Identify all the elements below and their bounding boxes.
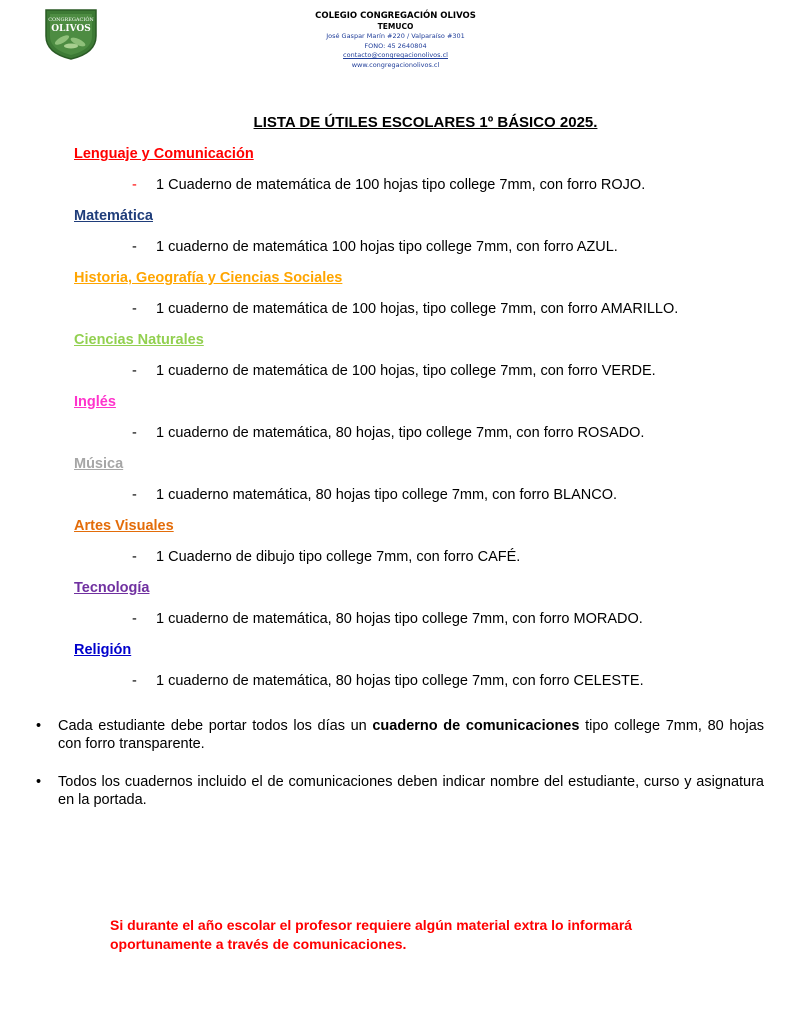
supply-item-text: 1 cuaderno de matemática, 80 hojas tipo college 7mm, con forro CELESTE.: [156, 673, 644, 689]
dash-marker: -: [132, 487, 137, 503]
subject-heading: Ciencias Naturales: [74, 332, 204, 348]
school-city: TEMUCO: [377, 22, 414, 31]
subject-heading: Lenguaje y Comunicación: [74, 146, 254, 162]
school-website: www.congregacionolivos.cl: [351, 60, 440, 69]
bullet-item: • Todos los cuadernos incluido el de comunicaciones deben indicar nombre del estudiante, curso y asignatura en la portada.: [36, 774, 764, 808]
dash-marker: -: [132, 673, 137, 689]
bullet-item: • Cada estudiante debe portar todos los días un cuaderno de comunicaciones tipo college 7mm, 80 hojas con forro transparente.: [36, 718, 765, 752]
supply-item-text: 1 cuaderno de matemática de 100 hojas, tipo college 7mm, con forro AMARILLO.: [156, 301, 679, 317]
dash-marker: -: [132, 363, 137, 379]
dash-marker: -: [132, 611, 137, 627]
page-title: LISTA DE ÚTILES ESCOLARES 1º BÁSICO 2025.: [253, 114, 598, 131]
subject-heading: Música: [74, 456, 124, 472]
subject-heading: Matemática: [74, 208, 153, 224]
subject-heading: Tecnología: [74, 580, 150, 596]
supply-item: [132, 549, 520, 565]
dash-marker: -: [132, 425, 137, 441]
logo-text-main: OLIVOS: [51, 24, 91, 34]
supply-item: [132, 673, 644, 689]
email-link[interactable]: contacto@congregacionolivos.cl: [343, 51, 448, 59]
subject-heading: Inglés: [74, 394, 116, 410]
supply-item: [132, 301, 678, 317]
bullet-icon: •: [36, 774, 42, 790]
bold-phrase: cuaderno de comunicaciones: [372, 718, 580, 734]
letterhead: [0, 11, 791, 70]
supply-item: [132, 425, 644, 441]
supply-item-text: 1 cuaderno de matemática de 100 hojas, tipo college 7mm, con forro VERDE.: [156, 363, 656, 379]
supply-item-text: 1 Cuaderno de dibujo tipo college 7mm, con forro CAFÉ.: [156, 549, 521, 565]
subject-heading: Artes Visuales: [74, 518, 174, 534]
supply-item: [132, 611, 643, 627]
subject-heading: Historia, Geografía y Ciencias Sociales: [74, 270, 343, 286]
school-address: José Gaspar Marín #220 / Valparaíso #301: [326, 32, 465, 40]
supply-item: [132, 239, 618, 255]
dash-marker: -: [132, 549, 137, 565]
school-name: COLEGIO CONGREGACIÓN OLIVOS: [315, 11, 476, 21]
school-phone: FONO: 45 2640804: [364, 41, 427, 50]
closing-note: Si durante el año escolar el profesor requiere algún material extra lo informará oportunamente a través de comunicaciones.: [110, 917, 633, 952]
supply-item: [132, 177, 645, 193]
dash-marker: -: [132, 239, 137, 255]
supply-item: [132, 363, 656, 379]
dash-marker: -: [132, 177, 137, 193]
dash-marker: -: [132, 301, 137, 317]
supply-item-text: 1 cuaderno de matemática, 80 hojas, tipo college 7mm, con forro ROSADO.: [156, 425, 645, 441]
supply-item-text: 1 cuaderno de matemática 100 hojas tipo college 7mm, con forro AZUL.: [156, 239, 618, 255]
supply-item-text: 1 cuaderno de matemática, 80 hojas tipo college 7mm, con forro MORADO.: [156, 611, 643, 627]
supply-item: [132, 487, 617, 503]
logo-text-top: CONGREGACIÓN: [48, 17, 94, 23]
bullet-icon: •: [36, 718, 42, 734]
subject-heading: Religión: [74, 642, 132, 658]
supply-item-text: 1 Cuaderno de matemática de 100 hojas tipo college 7mm, con forro ROJO.: [156, 177, 646, 193]
supply-item-text: 1 cuaderno matemática, 80 hojas tipo college 7mm, con forro BLANCO.: [156, 487, 618, 503]
